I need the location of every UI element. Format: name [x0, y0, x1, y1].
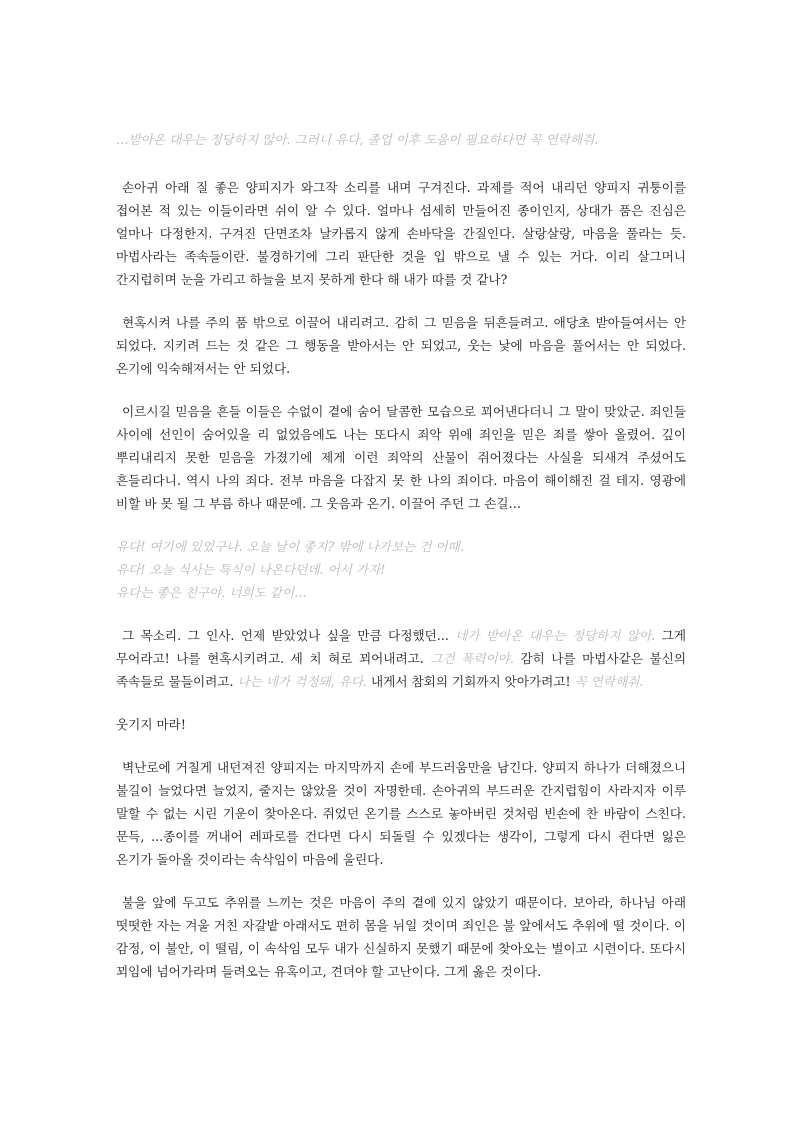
document-body [116, 128, 686, 1003]
voice-text-4: 내게서 참회의 기회까지 앗아가려고! [367, 674, 575, 689]
exclamation: 웃기지 마라! [116, 717, 186, 732]
voice-echo-1: 네가 받아온 대우는 정당하지 않아. [455, 628, 656, 643]
intro-quote: …받아온 대우는 정당하지 않아. 그러니 유다, 졸업 이후 도움이 필요하다면 꼭 연락해줘. [116, 132, 599, 147]
voice-text-3: 감히 나를 마법사같은 불신의 족속들로 물들이려고. [116, 651, 686, 689]
voice-echo-4: 꼭 연락해줘. [574, 674, 644, 689]
voice-text-2: 그게 무어라고! 나를 현혹시키려고. 세 치 혀로 꾀어내려고. [116, 628, 686, 666]
memory-quotes [116, 535, 686, 604]
paragraph-voice [116, 624, 686, 693]
paragraph-crumpled-parchment: 손아귀 아래 질 좋은 양피지가 와그작 소리를 내며 구겨진다. 과제를 적어 내리던 양피지 귀퉁이를 접어본 적 있는 이들이라면 쉬이 알 수 있다. 얼마나 섬세히 만들어진 종이인지, 상대가 품은 진심은 얼마나 다정한지. 구겨진 단면조차 날카롭지 않게 손바닥을 간질인다. 살랑살랑, 마음을 풀라는 듯. 마법사라는 족속들이란. 불경하기에 그리 판단한 것을 입 밖으로 낼 수 있는 거다. 이리 살그머니 간지럽히며 눈을 가리고 하늘을 보지 못하게 한다 해 내가 따를 것 같나? [116, 180, 686, 287]
paragraph-temptation: 현혹시켜 나를 주의 품 밖으로 이끌어 내리려고. 감히 그 믿음을 뒤흔들려고. 애당초 받아들여서는 안 되었다. 지키려 드는 것 같은 그 행동을 받아서는 안 되었고, 웃는 낯에 마음을 풀어서는 안 되었다. 온기에 익숙해져서는 안 되었다. [116, 315, 686, 376]
paragraph-sin: 이르시길 믿음을 흔들 이들은 수없이 곁에 숨어 달콤한 모습으로 꾀어낸다더니 그 말이 맞았군. 죄인들 사이에 선인이 숨어있을 리 없었음에도 나는 또다시 죄악 위에 죄인을 믿은 죄를 쌓아 올렸어. 깊이 뿌리내리지 못한 믿음을 가졌기에 제게 이런 죄악의 산물이 쥐어졌다는 사실을 되새겨 주셨어도 흔들리다니. 역시 나의 죄다. 전부 마음을 다잡지 못 한 나의 죄이다. 마음이 해이해진 걸 테지. 영광에 비할 바 못 될 그 부름 하나 때문에. 그 웃음과 온기. 이끌어 주던 그 손길… [116, 404, 686, 511]
voice-echo-2: 그건 폭력이야. [430, 651, 514, 666]
paragraph-cold: 불을 앞에 두고도 추위를 느끼는 것은 마음이 주의 곁에 있지 않았기 때문이다. 보아라, 하나님 아래 떳떳한 자는 겨울 거친 자갈밭 아래서도 편히 몸을 뉘일 것이며 죄인은 불 앞에서도 추위에 떨 것이다. 이 감정, 이 불안, 이 떨림, 이 속삭임 모두 내가 신실하지 못했기 때문에 찾아오는 벌이고 시련이다. 또다시 꾀임에 넘어가라며 들려오는 유혹이고, 견뎌야 할 고난이다. 그게 옳은 것이다. [116, 895, 686, 979]
memory-quote-3: 유다는 좋은 친구야. 너희도 같이… [116, 585, 307, 600]
memory-quote-1: 유다! 여기에 있었구나. 오늘 날이 좋지? 밖에 나가보는 건 어때. [116, 539, 464, 554]
voice-echo-3: 나는 네가 걱정돼, 유다. [237, 674, 368, 689]
memory-quote-2: 유다! 오늘 식사는 특식이 나온다던데. 어서 가자! [116, 562, 386, 577]
paragraph-fireplace: 벽난로에 거칠게 내던져진 양피지는 마지막까지 손에 부드러움만을 남긴다. 양피지 하나가 더해졌으니 불길이 늘었다면 늘었지, 줄지는 않았을 것이 자명한데. 손아귀의 부드러운 간지럽힘이 사라지자 이루 말할 수 없는 시린 기운이 찾아온다. 쥐었던 온기를 스스로 놓아버린 것처럼 빈손에 찬 바람이 스친다. 문득, ...종이를 꺼내어 레파로를 건다면 다시 되돌릴 수 있겠다는 생각이, 그렇게 다시 쥔다면 잃은 온기가 돌아올 것이라는 속삭임이 마음에 울린다. [116, 760, 686, 867]
voice-text-1: 그 목소리. 그 인사. 언제 받았었나 싶을 만큼 다정했던... [122, 628, 456, 643]
